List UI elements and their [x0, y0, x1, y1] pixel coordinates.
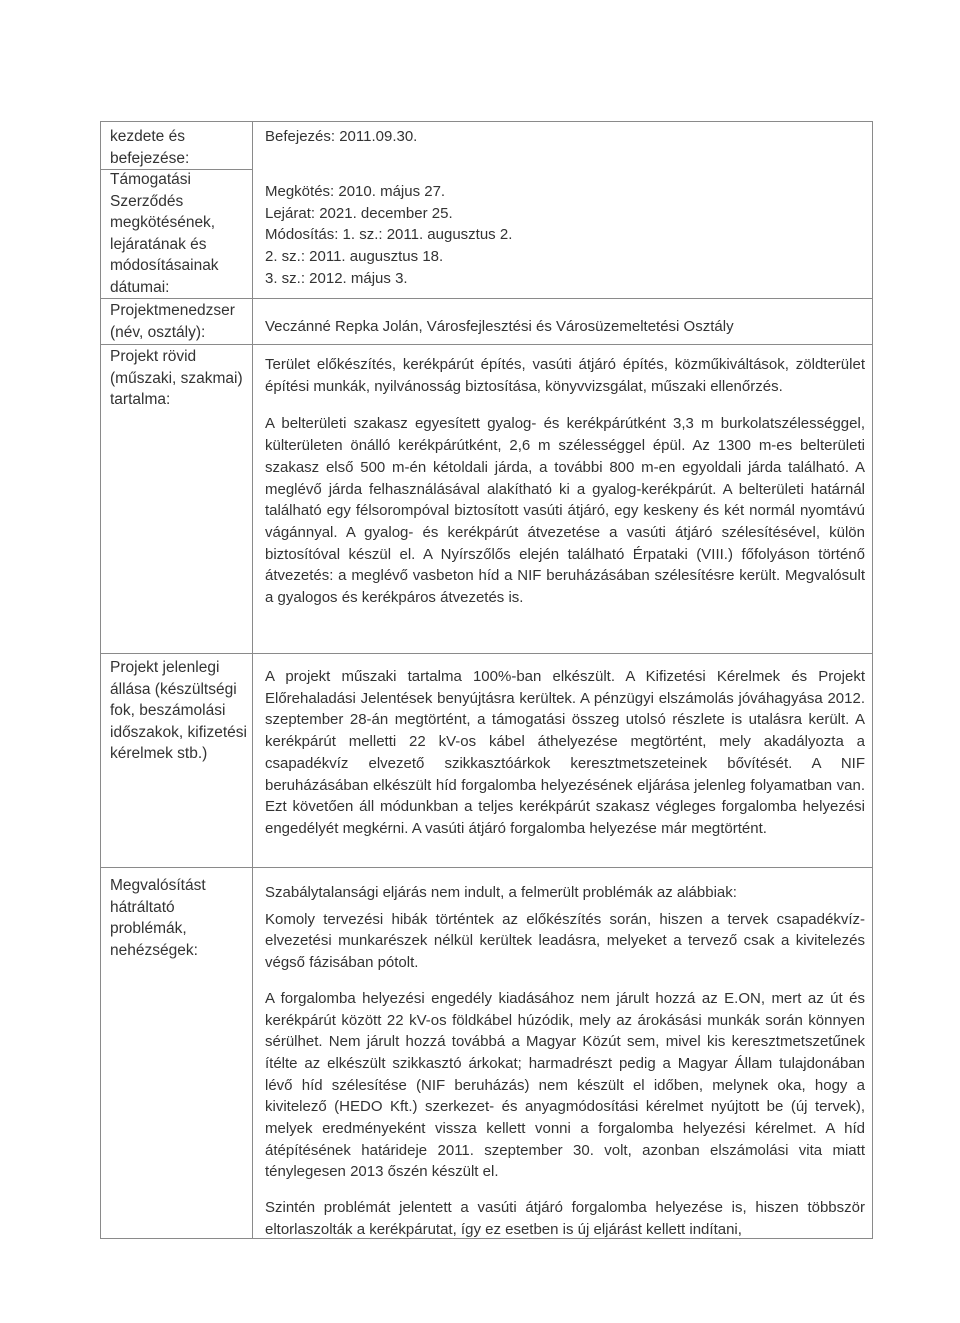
content-paragraph: A belterületi szakasz egyesített gyalog- és kerékpárútként 3,3 m burkolatszélességgel, külterületen önálló kerékpárútként, 2,6 m szélességgel épül. Az 1300 m-es belterületi szakasz első 500 m-én kétoldali járda, a további 800 m-en egyoldali járda található. A meglévő járda felhasználásával alakítható ki a gyalog-kerékpárút. A belterületi határnál található egy félsorompóval biztosított vasúti átjáró, egy keskeny és két normál nyomtávú vágánnyal. A gyalog- és kerékpárút átvezetése a vasúti átjáró szélesítésével, külön biztosítóval készül el. A Nyírszőlős elején található Érpataki (VIII.) főfolyáson történő átvezetés: a meglévő vasbeton híd a NIF beruházásában szélesítésre került. Megvalósult a gyalogos és kerékpáros átvezetés is. — [265, 415, 865, 607]
contract-amendment-1: Módosítás: 1. sz.: 2011. augusztus 2. — [265, 226, 513, 244]
value-problems — [265, 882, 865, 1241]
value-project-content — [265, 354, 865, 609]
contract-signed: Megkötés: 2010. május 27. — [265, 183, 446, 200]
contract-amendment-2: 2. sz.: 2011. augusztus 18. — [265, 248, 444, 266]
row-divider — [101, 298, 873, 299]
value-end-date: Befejezés: 2011.09.30. — [265, 128, 418, 145]
problems-intro: Szabálytalansági eljárás nem indult, a felmerült problémák az alábbiak: — [265, 884, 737, 901]
label-problems: Megvalósítást hátráltató problémák, nehézségek: — [110, 877, 206, 959]
row-divider — [101, 653, 873, 654]
label-project-status: Projekt jelenlegi állása (készültségi fok, beszámolási időszakok, kifizetési kérelmek stb.) — [110, 659, 247, 762]
contract-expiry: Lejárat: 2021. december 25. — [265, 204, 453, 222]
label-project-manager: Projektmenedzser (név, osztály): — [110, 302, 235, 341]
value-project-status: A projekt műszaki tartalma 100%-ban elkészült. A Kifizetési Kérelmek és Projekt Előrehaladási Jelentések benyújtásra kerültek. A pénzügyi elszámolás jóváhagyása 2012. szeptember 28-án megtörtént, a támogatási összeg utolsó részlete is utalásra került. A kerékpárút melletti 22 kV-os kábel áthelyezése megtörtént, mely akadályozta a csapadékvíz elvezető szikkasztóárkok keresztmetszeteinek bővítését. A NIF beruházásában elkészült híd forgalomba helyezésének eljárása jelenleg folyamatban van. Ezt követően áll módunkban a teljes kerékpárút szakasz végleges forgalomba helyezési engedélyét megkérni. A vasúti átjáró forgalomba helyezése már megtörtént. — [265, 668, 865, 837]
problems-paragraph: Szintén problémát jelentett a vasúti átjáró forgalomba helyezése is, hiszen többször eltorlaszolták a kerékpárutat, így ez esetben is új eljárást kellett indítani, — [265, 1199, 865, 1238]
problems-paragraph: A forgalomba helyezési engedély kiadásához nem járult hozzá az E.ON, mert az út és kerékpárút között 22 kV-os földkábel húzódik, mely az árokásási munkák során könnyen sérülhet. Nem járult hozzá továbbá a Magyar Közút sem, mivel kis keresztmetszetűnek ítélte az elkészült szikkasztó árkokat; harmadrészt pedig a Magyar Állam tulajdonában lévő híd szélesítése (NIF beruházás) nem készült el időben, melynek oka, hogy a kivitelező (HEDO Kft.) szerkezet- és anyagmódosítási kérelmet nyújtott be (új tervek), melyek eredményeként vissza kellett vonni a forgalomba helyezési kérelmet. A híd átépítésének határideje 2011. szeptember 30. volt, azonban elszámolási vita miatt ténylegesen 2013 őszén készült el. — [265, 989, 865, 1181]
value-project-manager: Veczánné Repka Jolán, Városfejlesztési és Városüzemeltetési Osztály — [265, 318, 734, 335]
contract-amendment-3: 3. sz.: 2012. május 3. — [265, 269, 408, 287]
label-project-content: Projekt rövid (műszaki, szakmai) tartalma: — [110, 348, 243, 408]
row-divider — [101, 867, 873, 868]
value-contract-dates — [265, 181, 865, 290]
label-dates: kezdete és befejezése: — [110, 128, 190, 167]
content-paragraph: Terület előkészítés, kerékpárút építés, vasúti átjáró építés, közműkiváltások, zöldterület építési munkák, nyilvánosság biztosítása, könyvvizsgálat, műszaki ellenőrzés. — [265, 356, 865, 395]
problems-paragraph: Komoly tervezési hibák történtek az előkészítés során, hiszen a tervek csapadékvíz-elvezetési munkarészek nélkül kerültek leadásra, melyeket a tervező csak a kivitelezés végső fázisában pótolt. — [265, 910, 865, 972]
project-table — [100, 121, 873, 1239]
row-divider — [101, 344, 873, 345]
label-contract-dates: Támogatási Szerződés megkötésének, lejáratának és módosításainak dátumai: — [110, 171, 219, 296]
column-divider — [252, 122, 253, 1238]
